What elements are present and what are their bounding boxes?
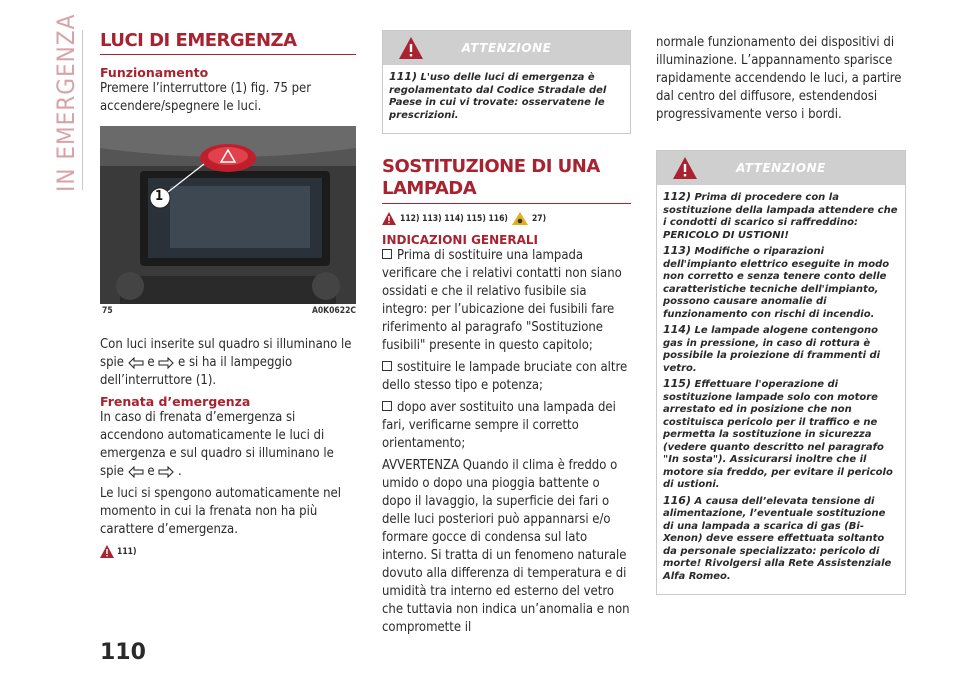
page-number: 110	[100, 640, 146, 665]
warning-box-111	[382, 30, 631, 134]
paragraph-spie: Con luci inserite sul quadro si illuminano le spie e e si ha il lampeggio dell’interruttore (1).	[100, 337, 352, 388]
column-3	[656, 34, 906, 595]
warning-item: 115) Effettuare l'operazione di sostituzione lampade solo con motore arrestato ed in posizione che non costituisca pericolo per il traffico e ne permetta la sostituzione in sicurezza (vedere quanto descritto nel paragrafo "In sosta"). Assicurarsi inoltre che il motore sia freddo, per evitare il pericolo di ustioni.	[663, 377, 893, 490]
section-title-sostituzione-2: LAMPADA	[382, 178, 631, 204]
warning-triangle-icon	[100, 545, 114, 558]
side-tab: IN EMERGENZA	[52, 13, 80, 192]
warning-item: 116) A causa dell’elevata tensione di alimentazione, l’eventuale sostituzione di una lampada a scarica di gas (Bi-Xenon) deve essere effettuata soltanto da personale specializzato: pericolo di morte! Rivolgersi alla Rete Assistenziale Alfa Romeo.	[663, 493, 892, 582]
warning-header	[657, 151, 905, 185]
warning-item: 112) Prima di procedere con la sostituzione della lampada attendere che i condotti di scarico si raffreddino: PERICOLO DI USTIONI!	[663, 190, 898, 241]
paragraph-avvertenza: AVVERTENZA Quando il clima è freddo o umido o dopo una pioggia battente o dopo il lavaggio, la superficie dei fari o delle luci posteriori può appannarsi e/o formare gocce di condensa sul lato interno. Si tratta di un fenomeno naturale dovuto alla differenza di temperatura e di umidità tra interno ed esterno del vetro che tuttavia non indica un’anomalia e non compromette il	[382, 458, 630, 635]
bullet-item: Prima di sostituire una lampada verificare che i relativi contatti non siano ossidati e che il relativo fusibile sia integro: per l’ubicazione dei fusibili fare riferimento al paragrafo "Sostituzione fusibili" presente in questo capitolo;	[382, 248, 622, 353]
warning-title: ATTENZIONE	[736, 161, 826, 175]
dashboard-photo	[100, 126, 356, 304]
warning-item: 113) Modifiche o riparazioni dell'impianto elettrico eseguite in modo non corretto e senza tenere conto delle caratteristiche tecniche dell'impianto, possono causare anomalie di funzionamento con rischi di incendio.	[663, 244, 890, 320]
warning-item: 114) Le lampade alogene contengono gas in pressione, in caso di rottura è possibile la proiezione di frammenti di vetro.	[663, 323, 881, 374]
subheading-indicazioni: INDICAZIONI GENERALI	[382, 233, 539, 247]
figure-caption	[100, 304, 356, 316]
paragraph-intro: Premere l’interruttore (1) fig. 75 per accendere/spegnere le luci.	[100, 81, 312, 114]
warning-refs: 112) 113) 114) 115) 116) 27)	[382, 212, 631, 225]
figure-number: 75	[102, 306, 113, 316]
side-divider	[82, 30, 83, 190]
bullet-item: dopo aver sostituito una lampada dei fari, verificarne sempre il corretto orientamento;	[382, 400, 616, 451]
section-title-luci: LUCI DI EMERGENZA	[100, 30, 356, 55]
warning-header	[383, 31, 630, 65]
turn-right-icon	[158, 357, 174, 369]
turn-right-icon	[158, 466, 174, 478]
warning-box-112-116	[656, 150, 906, 595]
subheading-funzionamento: Funzionamento	[100, 65, 209, 80]
section-title-sostituzione-1: SOSTITUZIONE DI UNA	[382, 156, 600, 177]
bullet-item: sostituire le lampade bruciate con altre dello stesso tipo e potenza;	[382, 360, 628, 393]
caution-hand-icon	[512, 212, 528, 225]
subheading-frenata: Frenata d’emergenza	[100, 394, 251, 409]
figure-code: A0K0622C	[311, 306, 356, 316]
figure-callout: 1	[155, 189, 164, 204]
warning-item: 111) L'uso delle luci di emergenza è regolamentato dal Codice Stradale del Paese in cui vi trovate: osservatene le prescrizioni.	[389, 70, 607, 121]
paragraph-continuation: normale funzionamento dei dispositivi di illuminazione. L’appannamento sparisce rapidamente accendendo le luci, a partire dal centro del diffusore, estendendosi progressivamente verso i bordi.	[656, 35, 902, 122]
paragraph-frenata: In caso di frenata d’emergenza si accendono automaticamente le luci di emergenza e sul quadro si illuminano le spie e .	[100, 410, 334, 479]
column-2	[382, 30, 631, 637]
turn-left-icon	[128, 466, 144, 478]
warning-triangle-icon	[382, 212, 396, 225]
warning-title: ATTENZIONE	[461, 41, 552, 55]
column-1	[100, 30, 356, 558]
turn-left-icon	[128, 357, 144, 369]
warning-ref: 111)	[100, 545, 356, 558]
paragraph-spegnimento: Le luci si spengono automaticamente nel momento in cui la frenata non ha più carattere d’emergenza.	[100, 486, 341, 537]
